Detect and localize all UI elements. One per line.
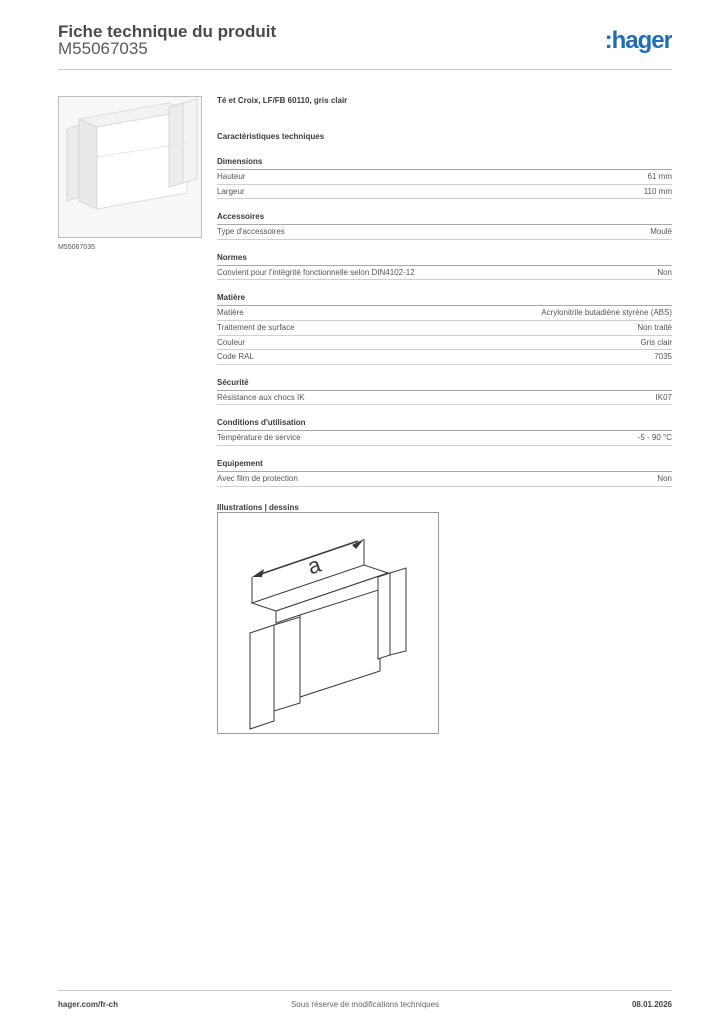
technical-drawing [217,512,439,734]
row-label: Largeur [217,186,245,196]
row-value: Non traité [637,322,672,332]
table-row [217,336,672,351]
section-heading: Conditions d'utilisation [217,418,306,428]
product-thumbnail [58,96,202,238]
thumbnail-caption: M55067035 [58,244,95,251]
section-accessoires [217,210,672,240]
row-label: Avec film de protection [217,473,298,483]
row-value: 110 mm [643,186,672,196]
table-row [217,431,672,446]
table-row [217,185,672,200]
table-row [217,391,672,406]
characteristics-heading: Caractéristiques techniques [217,132,325,141]
footer-disclaimer: Sous réserve de modifications techniques [290,1000,440,1009]
svg-text:a: a [304,551,324,580]
page-footer [58,990,672,1016]
product-photo-icon [59,97,202,238]
row-label: Hauteur [217,172,246,181]
row-value: 7035 [654,352,672,362]
row-value: Non [657,267,672,277]
document-title: Fiche technique du produit [58,22,277,41]
row-value: Moulé [650,227,672,237]
table-row [217,321,672,336]
section-normes [217,251,672,281]
row-value: Acrylonitrile butadiène styrène (ABS) [541,308,672,318]
section-heading: Matière [217,293,246,303]
row-value: IK07 [655,392,672,402]
row-value: -5 - 90 °C [637,433,672,443]
table-row [217,225,672,240]
hager-logo [590,26,672,56]
section-matiere [217,291,672,364]
table-row [217,170,672,185]
product-title: Té et Croix, LF/FB 60110, gris clair [217,96,348,105]
footer-website-link[interactable]: hager.com/fr-ch [58,1000,119,1009]
row-value: Gris clair [640,337,672,347]
section-dimensions [217,155,672,199]
section-conditions [217,416,672,446]
product-reference: M55067035 [58,39,148,58]
row-label: Température de service [217,433,301,443]
illustrations-heading: Illustrations | dessins [217,502,299,512]
footer-date: 08.01.2026 [631,1000,672,1009]
row-label: Traitement de surface [217,322,295,332]
svg-text::hager: :hager [604,27,672,54]
product-details [217,96,672,512]
section-heading: Normes [217,252,247,262]
section-heading: Sécurité [217,377,249,387]
table-row [217,472,672,487]
tee-drawing-icon [218,513,438,733]
section-securite [217,376,672,406]
row-label: Résistance aux chocs IK [217,392,305,402]
table-row [217,350,672,365]
section-heading: Accessoires [217,212,265,222]
table-row [217,306,672,321]
section-heading: Dimensions [217,157,263,166]
row-label: Type d'accessoires [217,227,285,237]
row-value: Non [657,473,672,483]
row-label: Couleur [217,337,246,347]
table-row [217,266,672,281]
section-equipement [217,457,672,487]
page-header [58,20,672,70]
row-label: Matière [217,308,244,318]
row-label: Convient pour l'intégrité fonctionnelle selon DIN4102-12 [217,267,415,277]
row-label: Code RAL [217,352,254,362]
row-value: 61 mm [647,172,672,181]
section-heading: Equipement [217,458,263,468]
